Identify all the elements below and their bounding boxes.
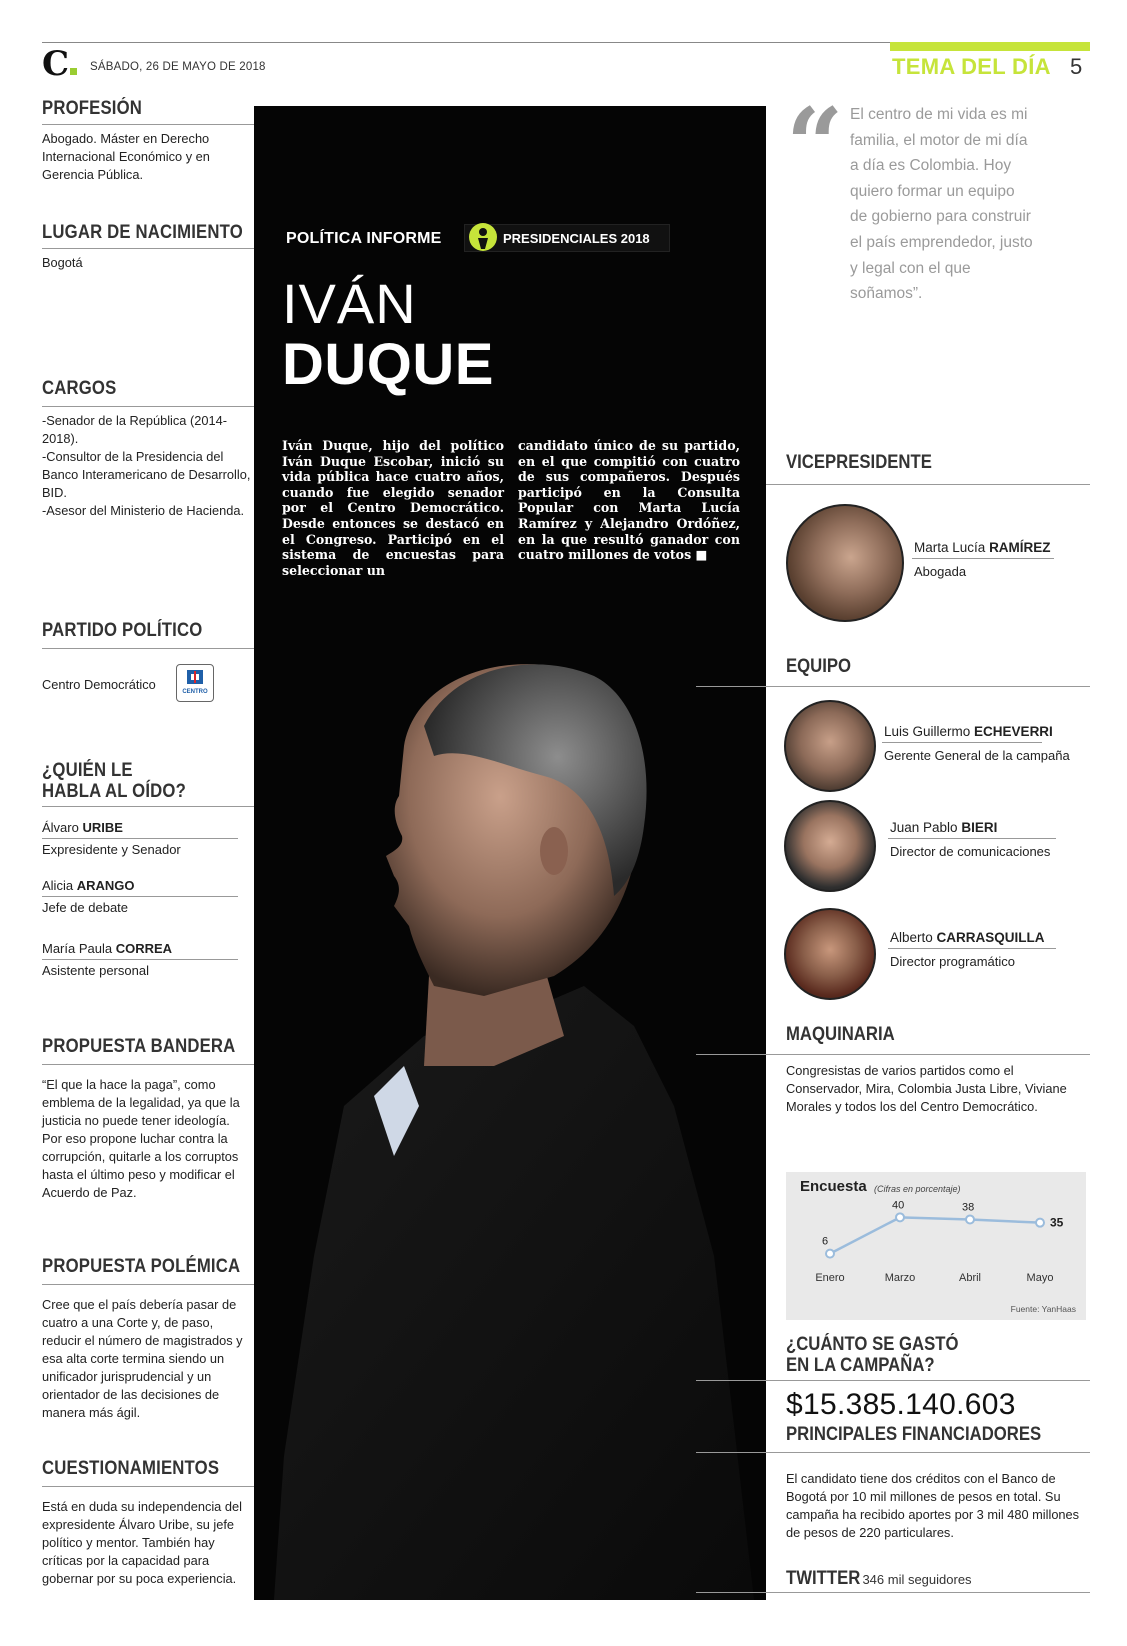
advisor-name: Alicia ARANGO — [42, 878, 135, 893]
list-item: -Senador de la República (2014-2018). — [42, 413, 227, 446]
divider — [766, 686, 1090, 687]
team-member-name: Alberto CARRASQUILLA — [890, 930, 1045, 945]
team-member-role: Director de comunicaciones — [890, 844, 1051, 859]
profesion-text: Abogado. Máster en Derecho Internacional Económico y en Gerencia Pública. — [42, 131, 210, 182]
candidate-first-name: IVÁN — [282, 272, 417, 335]
advisor-role: Jefe de debate — [42, 900, 129, 915]
quote-mark-icon: “ — [786, 86, 844, 204]
chart-subtitle: (Cifras en porcentaje) — [874, 1184, 961, 1194]
divider — [42, 124, 254, 125]
feature-panel — [254, 106, 766, 1600]
maquinaria-heading: MAQUINARIA — [786, 1024, 895, 1045]
vice-avatar — [786, 504, 904, 622]
category-tick-label: Marzo — [884, 1272, 916, 1284]
polemica-text: Cree que el país debería pasar de cuatro a una Corte y, de paso, reducir el número de magistrados y esa alta corte termina siendo un unificador jurisprudencial y un orientador de las decisiones de manera más ágil. — [42, 1297, 243, 1420]
chart-title: Encuesta — [800, 1178, 867, 1195]
maquinaria-text: Congresistas de varios partidos como el Conservador, Mira, Colombia Justa Libre, Viviane Morales y todos los del Centro Democrático. — [786, 1063, 1067, 1114]
team-avatar — [784, 908, 876, 1000]
connector-line — [696, 1380, 766, 1381]
issue-date: SÁBADO, 26 DE MAYO DE 2018 — [90, 61, 266, 73]
data-label: 38 — [962, 1201, 975, 1214]
twitter-count: 346 mil seguidores — [862, 1572, 972, 1587]
bandera-text: “El que la hace la paga”, como emblema de la legalidad, ya que la justicia no puede tener ideología. Por eso propone luchar contra la corrupción, quitarle a los corruptos hasta el último peso y modificar el Acuerdo de Paz. — [42, 1077, 240, 1200]
election-badge-glyph — [469, 223, 497, 251]
divider — [766, 484, 1090, 485]
divider — [912, 558, 1054, 559]
series-line — [830, 1217, 1040, 1253]
connector-line — [696, 686, 766, 687]
twitter-followers — [786, 1568, 972, 1590]
profesion-heading: PROFESIÓN — [42, 98, 143, 119]
advisor-role: Asistente personal — [42, 963, 149, 978]
divider — [42, 1064, 254, 1065]
category-tick-label: Enero — [815, 1272, 845, 1284]
divider — [888, 948, 1056, 949]
partido-heading: PARTIDO POLÍTICO — [42, 620, 203, 641]
team-avatar — [784, 700, 876, 792]
data-label: 40 — [892, 1199, 905, 1212]
divider — [42, 1486, 254, 1487]
connector-line — [696, 1054, 766, 1055]
presidenciales-badge — [464, 224, 670, 252]
advisor-role: Expresidente y Senador — [42, 842, 181, 857]
cargos-list — [42, 412, 252, 520]
quien-heading-line2: HABLA AL OÍDO? — [42, 781, 186, 802]
cargos-heading: CARGOS — [42, 378, 117, 399]
section-title: TEMA DEL DÍA — [892, 54, 1051, 79]
candidate-last-name: DUQUE — [282, 332, 494, 397]
bandera-heading: PROPUESTA BANDERA — [42, 1036, 236, 1057]
divider — [42, 838, 238, 839]
divider — [42, 248, 254, 249]
connector-line — [696, 1452, 766, 1453]
data-point — [896, 1213, 904, 1221]
page-number: 5 — [1070, 54, 1083, 79]
divider — [766, 1054, 1090, 1055]
article-kicker: POLÍTICA INFORME — [286, 230, 442, 247]
quien-heading — [42, 760, 186, 802]
gasto-heading — [786, 1334, 958, 1376]
divider — [766, 1592, 1090, 1593]
section-accent-bar — [890, 42, 1090, 51]
list-item: -Asesor del Ministerio de Hacienda. — [42, 503, 245, 518]
divider — [42, 959, 238, 960]
partido-text: Centro Democrático — [42, 677, 156, 692]
article-body-col1: Iván Duque, hijo del político Iván Duque Escobar, inició su vida pública hace cuatro años, cuando fue elegido senador por el Centro Democrático. Desde entonces se destacó en el Congreso. Participó en el sistema de encuestas para seleccionar un — [282, 438, 504, 578]
connector-line — [696, 1592, 766, 1593]
financiadores-heading: PRINCIPALES FINANCIADORES — [786, 1424, 1042, 1445]
party-logo-icon — [177, 665, 213, 701]
data-point — [1036, 1219, 1044, 1227]
team-member-name: Luis Guillermo ECHEVERRI — [884, 724, 1053, 739]
lugar-text: Bogotá — [42, 255, 83, 270]
line-chart-plot — [786, 1172, 1086, 1320]
team-member-role: Gerente General de la campaña — [884, 748, 1070, 763]
polemica-heading: PROPUESTA POLÉMICA — [42, 1256, 241, 1277]
poll-chart — [786, 1172, 1086, 1320]
advisor-name: María Paula CORREA — [42, 941, 173, 956]
cuestion-heading: CUESTIONAMIENTOS — [42, 1458, 220, 1479]
election-badge-icon — [469, 223, 497, 251]
divider — [42, 1284, 254, 1285]
data-point — [966, 1215, 974, 1223]
divider — [766, 1452, 1090, 1453]
cuestion-text: Está en duda su independencia del expresidente Álvaro Uribe, su jefe político y mentor. También hay críticas por la capacidad para gobernar por su poca experiencia. — [42, 1499, 242, 1586]
vice-heading: VICEPRESIDENTE — [786, 452, 932, 473]
twitter-label: TWITTER — [786, 1568, 861, 1589]
financiadores-text: El candidato tiene dos créditos con el Banco de Bogotá por 10 mil millones de pesos en total. Su campaña ha recibido aportes por 3 mil 480 millones de pesos de 220 particulares. — [786, 1471, 1080, 1540]
divider — [42, 806, 254, 807]
party-logo-text: CENTRO — [182, 689, 208, 695]
campaign-spend-amount: $15.385.140.603 — [786, 1388, 1016, 1421]
category-tick-label: Abril — [958, 1272, 982, 1284]
data-point — [826, 1250, 834, 1258]
badge-label: PRESIDENCIALES 2018 — [503, 231, 650, 246]
divider — [42, 406, 254, 407]
equipo-heading: EQUIPO — [786, 656, 852, 677]
team-member-role: Director programático — [890, 954, 1015, 969]
gasto-heading-line2: EN LA CAMPAÑA? — [786, 1355, 935, 1376]
vice-role: Abogada — [914, 564, 967, 579]
quien-heading-line1: ¿QUIÉN LE — [42, 760, 133, 781]
category-tick-label: Mayo — [1026, 1272, 1054, 1284]
divider — [42, 648, 254, 649]
team-member-name: Juan Pablo BIERI — [890, 820, 998, 835]
list-item: -Consultor de la Presidencia del Banco Interamericano de Desarrollo, BID. — [42, 449, 251, 500]
divider — [42, 896, 238, 897]
candidate-quote: El centro de mi vida es mi familia, el motor de mi día a día es Colombia. Hoy quiero formar un equipo de gobierno para construir el país emprendedor, justo y legal con el que soñamos”. — [850, 106, 1033, 303]
advisor-name: Álvaro URIBE — [42, 820, 123, 835]
party-logo — [176, 664, 214, 702]
divider — [766, 1380, 1090, 1381]
gasto-heading-line1: ¿CUÁNTO SE GASTÓ — [786, 1334, 959, 1355]
divider — [888, 838, 1056, 839]
data-label: 6 — [822, 1235, 829, 1248]
lugar-heading: LUGAR DE NACIMIENTO — [42, 222, 243, 243]
data-label: 35 — [1050, 1215, 1064, 1230]
chart-source: Fuente: YanHaas — [1010, 1304, 1076, 1314]
vice-name: Marta Lucía RAMÍREZ — [914, 540, 1051, 555]
team-avatar — [784, 800, 876, 892]
article-body-col2: candidato único de su partido, en el que compitió con cuatro de sus compañeros. Después participó en la Consulta Popular con Marta Lucía Ramírez y Alejandro Ordóñez, en la que resultó ganador con cuatro millones de votos ■ — [518, 438, 740, 563]
divider — [882, 742, 1042, 743]
newspaper-logo[interactable]: C — [42, 44, 77, 84]
